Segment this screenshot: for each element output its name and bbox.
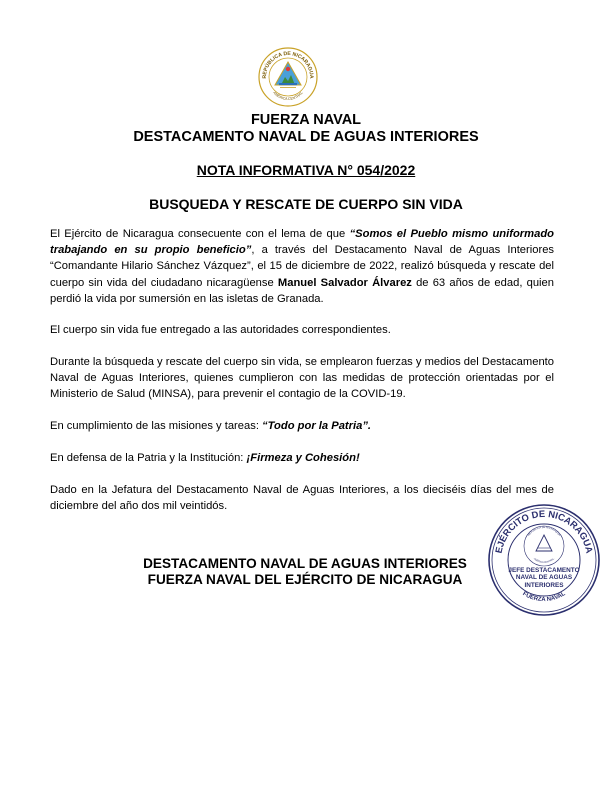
stamp-ring-text: EJÉRCITO DE NICARAGUA xyxy=(492,507,596,555)
p4-text: En cumplimiento de las misiones y tareas: xyxy=(50,420,263,432)
seal-ring-text: REPÚBLICA DE NICARAGUA xyxy=(261,50,315,79)
note-number: NOTA INFORMATIVA N° 054/2022 xyxy=(196,162,416,178)
document-subject: BUSQUEDA Y RESCATE DE CUERPO SIN VIDA xyxy=(149,196,463,212)
stamp-center xyxy=(486,502,602,618)
stamp-inner-ring-text: REPÚBLICA DE NICARAGUA xyxy=(527,525,561,537)
p1-text-b: , a través del Destacamento Naval de Aguas Interiores “Comandante Hilario Sánchez Vázquez”, el 15 de diciembre de 2022, realizó búsqueda y rescate del cuerpo sin vida del ciudadano nicaragüense xyxy=(50,244,555,289)
p4-motto: “Todo por la Patria”. xyxy=(262,420,372,432)
paragraph-5 xyxy=(50,450,554,466)
stamp-bottom-text: FUERZA NAVAL xyxy=(521,591,567,604)
stamp-inner-bottom-text: AMÉRICA CENTRAL xyxy=(532,557,556,565)
official-stamp xyxy=(486,502,602,618)
paragraph-3: Durante la búsqueda y rescate del cuerpo sin vida, se emplearon fuerzas y medios del Destacamento Naval de Aguas Interiores, quienes cumplieron con las medidas de protección orientadas por el Ministerio de Salud (MINSA), para prevenir el contagio de la COVID-19. xyxy=(50,356,554,401)
p1-text-c: de 63 años de edad, quien perdió la vida por sumersión en las isletas de Granada. xyxy=(50,276,554,305)
seal-bottom-text: AMÉRICA CENTRAL xyxy=(272,90,304,102)
footer-line-1: DESTACAMENTO NAVAL DE AGUAS INTERIORES xyxy=(143,556,467,571)
header-line-1: FUERZA NAVAL xyxy=(250,112,362,128)
coat-of-arms-seal-icon xyxy=(257,46,319,108)
p5-motto: ¡Firmeza y Cohesión! xyxy=(246,452,360,464)
p1-motto: “Somos el Pueblo mismo uniformado trabajando en su propio beneficio” xyxy=(50,228,554,257)
stamp-center-line-1: JEFE DESTACAMENTO xyxy=(508,567,580,574)
p5-text: En defensa de la Patria y la Institución: xyxy=(50,452,247,464)
header-line-2: DESTACAMENTO NAVAL DE AGUAS INTERIORES xyxy=(133,129,479,145)
p1-text-a: El Ejército de Nicaragua consecuente con el lema de que xyxy=(50,228,350,240)
stamp-center-line-3: INTERIORES xyxy=(524,581,564,589)
paragraph-4 xyxy=(50,418,554,434)
paragraph-2: El cuerpo sin vida fue entregado a las autoridades correspondientes. xyxy=(50,324,391,336)
paragraph-6: Dado en la Jefatura del Destacamento Naval de Aguas Interiores, a los dieciséis días del mes de diciembre del año dos mil veintidós. xyxy=(50,484,554,513)
footer-line-2: FUERZA NAVAL DEL EJÉRCITO DE NICARAGUA xyxy=(147,572,463,587)
p1-person-name: Manuel Salvador Álvarez xyxy=(277,276,412,289)
paragraph-1 xyxy=(50,226,554,307)
stamp-center-line-2: NAVAL DE AGUAS xyxy=(515,574,573,582)
